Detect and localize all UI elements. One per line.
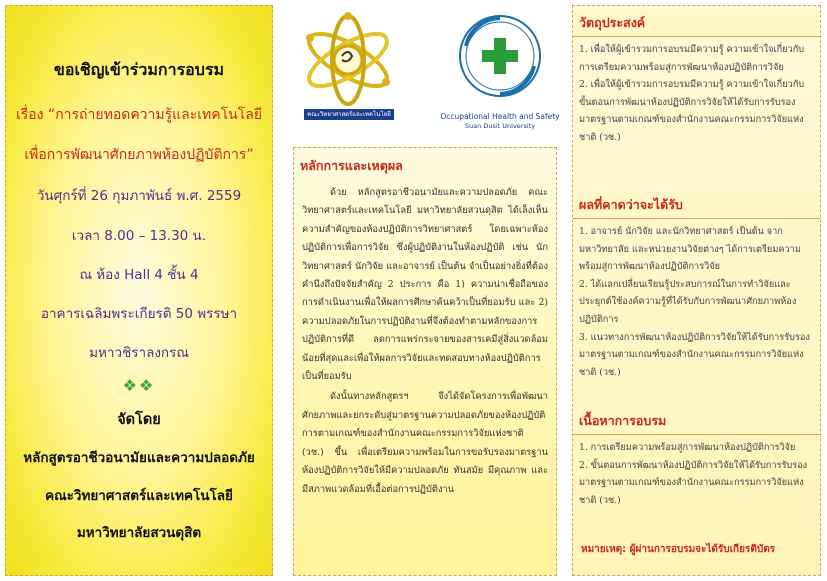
expected-results-heading: ผลที่คาดว่าจะได้รับ <box>573 192 820 219</box>
topic-line-1: เรื่อง “การถ่ายทอดความรู้และเทคโนโลยี <box>15 107 263 123</box>
training-content-heading: เนื้อหาการอบรม <box>573 408 820 435</box>
details-panel <box>572 5 821 576</box>
expected-results-list <box>573 223 820 381</box>
event-room: ณ ห้อง Hall 4 ชั้น 4 <box>79 267 199 283</box>
faculty-banner: คณะวิทยาศาสตร์และเทคโนโลยี <box>307 111 391 118</box>
organizer-line-1: หลักสูตรอาชีวอนามัยและความปลอดภัย <box>23 450 255 466</box>
organizer-label: จัดโดย <box>117 412 161 428</box>
invite-title: ขอเชิญเข้าร่วมการอบรม <box>53 60 225 79</box>
event-time: เวลา 8.00 – 13.30 น. <box>71 228 207 244</box>
objectives-list <box>573 41 820 147</box>
rationale-heading: หลักการและเหตุผล <box>300 158 403 173</box>
organizer-line-2: คณะวิทยาศาสตร์และเทคโนโลยี <box>45 488 233 504</box>
objectives-heading: วัตถุประสงค์ <box>573 10 820 37</box>
rationale-paragraph-2: ดังนั้นทางหลักสูตรฯ จึงได้จัดโครงการเพื่อพัฒนาศักยภาพและยกระดับสู่มาตรฐานความปลอดภัยของห้องปฏิบัติการตามเกณฑ์ของสำนักงานคณะกรรมการวิจัยแห่งชาติ (วช.) ขึ้น เพื่อเตรียมความพร้อมในการขอรับรองมาตรฐานห้องปฏิบัติการวิจัยให้มีความปลอดภัย ทันสมัย มีคุณภาพ และมีสภาพแวดล้อมที่เอื้อต่อการปฏิบัติงาน <box>302 391 548 495</box>
ohs-logo-subtitle: Suan Dusit University <box>464 122 536 130</box>
diamond-ornament-icon: ❖❖ <box>122 376 156 395</box>
certificate-note: หมายเหตุ: ผู้ผ่านการอบรมจะได้รับเกียรติบัตร <box>581 544 776 555</box>
training-content-section <box>573 408 820 509</box>
list-item: 2. เพื่อให้ผู้เข้ารวมการอบรมมีความรู้ ความเข้าใจเกี่ยวกับขั้นตอนการพัฒนาห้องปฏิบัติการวิจัยให้ได้รับการรับรองมาตรฐานตามเกณฑ์ของสำนักงานคณะกรรมการวิจัยแห่งชาติ (วช.) <box>579 79 805 143</box>
objectives-section <box>573 10 820 147</box>
list-item: 1. อาจารย์ นักวิจัย และนักวิทยาศาสตร์ เป็นต้น จากมหาวิทยาลัย และหน่วยงานวิจัยต่างๆ ได้การเตรียมความพร้อมสู่การพัฒนาห้องปฏิบัติการวิจัย <box>579 226 801 273</box>
logo-area <box>288 8 563 138</box>
organizer-line-3: มหาวิทยาลัยสวนดุสิต <box>76 525 202 541</box>
ohs-logo-title: Occupational Health and Safety <box>440 112 560 121</box>
list-item: 1. เพื่อให้ผู้เข้ารวมการอบรมมีความรู้ ความเข้าใจเกี่ยวกับการเตรียมความพร้อมสู่การพัฒนาห้องปฏิบัติการวิจัย <box>579 44 805 73</box>
list-item: 1. การเตรียมความพร้อมสู่การพัฒนาห้องปฏิบัติการวิจัย <box>579 442 796 453</box>
training-content-list <box>573 439 820 509</box>
list-item: 2. ขั้นตอนการพัฒนาห้องปฏิบัติการวิจัยให้ได้รับการรับรองมาตรฐานตามเกณฑ์ของสำนักงานคณะกรรมการวิจัยแห่งชาติ (วช.) <box>579 459 808 506</box>
rationale-paragraph-1: ด้วย หลักสูตรอาชีวอนามัยและความปลอดภัย คณะวิทยาศาสตร์และเทคโนโลยี มหาวิทยาลัยสวนดุสิต ได้เล็งเห็นความสำคัญของห้องปฏิบัติการวิทยาศาสตร์ โดยเฉพาะห้องปฏิบัติการเพื่อการวิจัย ซึ่งผู้ปฏิบัติงานในห้องปฏิบัติ เช่น นักวิทยาศาสตร์ นักวิจัย และอาจารย์ เป็นต้น จำเป็นอย่างยิ่งที่ต้องคำนึงถึงปัจจัยสำคัญ 2 ประการ คือ 1) ความน่าเชื่อถือของการดำเนินงานเพื่อให้ผลการศึกษาค้นคว้าเป็นที่ยอมรับ และ 2) ความปลอดภัยในการปฏิบัติงานที่จึงต้องทำตามหลักของการปฏิบัติการที่ดี ลดการแพร่กระจายของสารเคมีสู่สิ่งแวดล้อมน้อยที่สุดและเพื่อให้ผลการวิจัยและทดสอบทางห้องปฏิบัติการเป็นที่ยอมรับ <box>302 187 548 383</box>
list-item: 3. แนวทางการพัฒนาห้องปฏิบัติการวิจัยให้ได้รับการรับรองมาตรฐานตามเกณฑ์ของสำนักงานคณะกรรมการวิจัยแห่งชาติ (วช.) <box>579 331 810 378</box>
expected-results-section <box>573 192 820 381</box>
invitation-panel <box>5 5 273 576</box>
event-building: อาคารเฉลิมพระเกียรติ 50 พรรษา <box>40 306 238 322</box>
event-date: วันศุกร์ที่ 26 กุมภาพันธ์ พ.ศ. 2559 <box>36 188 242 204</box>
rationale-panel <box>293 147 557 576</box>
list-item: 2. ได้แลกเปลี่ยนเรียนรู้ประสบการณ์ในการทำวิจัยและประยุกต์ใช้องค์ความรู้ที่ได้รับกับการพัฒนาศักยภาพห้องปฏิบัติการ <box>579 278 797 325</box>
topic-line-2: เพื่อการพัฒนาศักยภาพห้องปฏิบัติการ” <box>24 147 254 163</box>
event-building-2: มหาวชิราลงกรณ <box>89 345 189 361</box>
